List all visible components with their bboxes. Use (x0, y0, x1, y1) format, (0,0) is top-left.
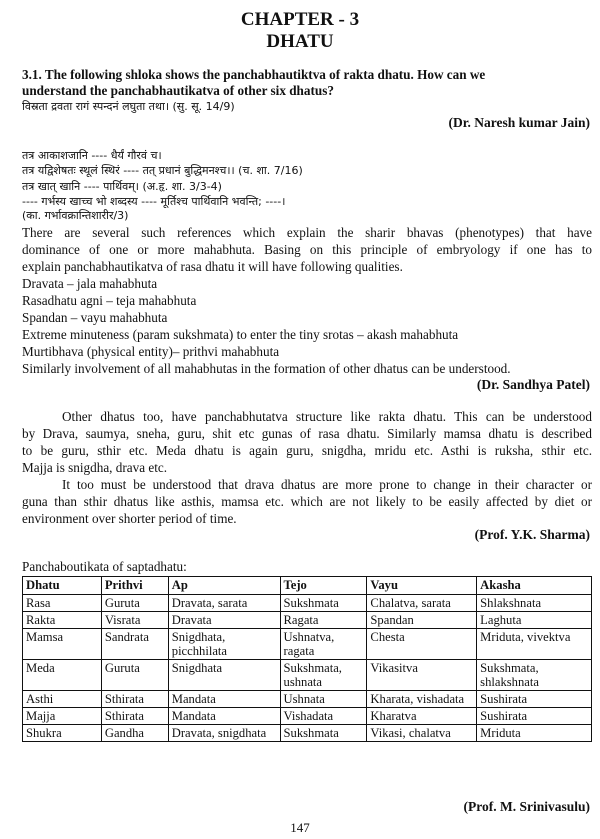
table-row (23, 612, 592, 629)
column-header: Prithvi (101, 577, 168, 595)
table-cell: Asthi (23, 691, 102, 708)
table-cell: Sushirata (477, 708, 592, 725)
table-cell: Meda (23, 660, 102, 691)
verse-line: ---- गर्भस्य खाच्च भो शब्दस्य ---- मूर्तिश्च पार्थिवानि भवन्ति; ----। (22, 195, 286, 208)
quality-line: Similarly involvement of all mahabhutas in the formation of other dhatus can be understood. (22, 361, 511, 376)
table-cell: Mandata (168, 708, 280, 725)
column-header: Tejo (280, 577, 367, 595)
table-row (23, 691, 592, 708)
table-row (23, 629, 592, 660)
verse-line: तत्र आकाशजानि ---- धैर्यं गौरवं च। (22, 149, 162, 162)
table-cell: Snigdhata, picchhilata (168, 629, 280, 660)
quality-line: Murtibhava (physical entity)– prithvi mahabhuta (22, 344, 280, 359)
table-cell: Spandan (367, 612, 477, 629)
table-cell: Dravata, sarata (168, 595, 280, 612)
answer-author-3: (Prof. Y.K. Sharma) (474, 527, 590, 542)
answer-author-1: (Dr. Naresh kumar Jain) (448, 115, 590, 130)
table-cell: Guruta (101, 595, 168, 612)
paragraph-line: dominance of one or more mahabhuta. Basing on this principle of embryology if one has to (22, 242, 592, 257)
table-cell: Mamsa (23, 629, 102, 660)
table-cell: Vishadata (280, 708, 367, 725)
paragraph-line: Other dhatus too, have panchabhutatva structure like rakta dhatu. This can be understood (62, 409, 592, 424)
table-cell: Sukshmata (280, 595, 367, 612)
table-cell: Sthirata (101, 691, 168, 708)
table-row (23, 725, 592, 742)
quality-line: Extreme minuteness (param sukshmata) to enter the tiny srotas – akash mahabhuta (22, 327, 459, 342)
verse-line: तत्र यद्विशेषतः स्थूलं स्थिरं ---- तत् प्रधानं बुद्धिमनश्च।। (च. शा. 7/16) (22, 164, 303, 177)
table-cell: Laghuta (477, 612, 592, 629)
table-cell: Dravata (168, 612, 280, 629)
page-number: 147 (290, 820, 310, 835)
table-cell: Mriduta (477, 725, 592, 742)
table-cell: Guruta (101, 660, 168, 691)
paragraph-line: to be guru, sthir etc. Meda dhatu is again guru, snigdha, mridu etc. Asthi is ruksha, sthir etc. (22, 443, 592, 458)
table-cell: Kharata, vishadata (367, 691, 477, 708)
column-header: Dhatu (23, 577, 102, 595)
table-cell: Mriduta, vivektva (477, 629, 592, 660)
table-cell: Rakta (23, 612, 102, 629)
column-header: Vayu (367, 577, 477, 595)
quality-line: Rasadhatu agni – teja mahabhuta (22, 293, 197, 308)
table-cell: Shukra (23, 725, 102, 742)
table-cell: Snigdhata (168, 660, 280, 691)
table-row (23, 595, 592, 612)
chapter-title: DHATU (266, 31, 334, 52)
answer-author-2: (Dr. Sandhya Patel) (476, 377, 590, 392)
table-cell: Ragata (280, 612, 367, 629)
column-header: Ap (168, 577, 280, 595)
table-cell: Shlakshnata (477, 595, 592, 612)
table-header-row (23, 577, 592, 595)
table-cell: Sukshmata (280, 725, 367, 742)
paragraph-line: guna than sthir dhatus like asthis, mamsa etc. which are not likely to be easily affected by diet or (22, 494, 592, 509)
paragraph-line: It too must be understood that drava dhatus are more prone to change in their character or (62, 477, 592, 492)
question-shloka: विस्रता द्रवता रागं स्पन्दनं लघुता तथा। (सु. सू. 14/9) (22, 100, 235, 113)
table-cell: Ushnata (280, 691, 367, 708)
table-cell: Sandrata (101, 629, 168, 660)
quality-line: Dravata – jala mahabhuta (22, 276, 158, 291)
chapter-number: CHAPTER - 3 (240, 9, 360, 30)
table-row (23, 660, 592, 691)
paragraph-line: There are several such references which explain the sharir bhavas (phenotypes) that have (22, 225, 592, 240)
table-cell: Majja (23, 708, 102, 725)
paragraph-line: Majja is snigdha, drava etc. (22, 460, 168, 475)
table-cell: Vikasi, chalatva (367, 725, 477, 742)
table-cell: Sushirata (477, 691, 592, 708)
table-caption: Panchaboutikata of saptadhatu: (22, 559, 187, 574)
table-cell: Ushnatva, ragata (280, 629, 367, 660)
table-cell: Kharatva (367, 708, 477, 725)
table-cell: Sthirata (101, 708, 168, 725)
table-cell: Dravata, snigdhata (168, 725, 280, 742)
panchabhautika-table (22, 576, 592, 742)
answer-author-4: (Prof. M. Srinivasulu) (463, 799, 590, 814)
table-cell: Gandha (101, 725, 168, 742)
table-cell: Vikasitva (367, 660, 477, 691)
table-cell: Chesta (367, 629, 477, 660)
table-row (23, 708, 592, 725)
table-cell: Chalatva, sarata (367, 595, 477, 612)
question-line-2: understand the panchabhautikatva of other six dhatus? (22, 83, 334, 98)
table-cell: Sukshmata, ushnata (280, 660, 367, 691)
verse-line: तत्र खात् खानि ---- पार्थिवम्। (अ.हृ. शा. 3/3-4) (22, 180, 222, 193)
table-cell: Sukshmata, shlakshnata (477, 660, 592, 691)
question-line-1: 3.1. The following shloka shows the panchabhautiktva of rakta dhatu. How can we (22, 67, 486, 82)
table-cell: Mandata (168, 691, 280, 708)
quality-line: Spandan – vayu mahabhuta (22, 310, 168, 325)
paragraph-line: explain panchabhautikatva of rasa dhatu it will have following qualities. (22, 259, 403, 274)
column-header: Akasha (477, 577, 592, 595)
table-cell: Rasa (23, 595, 102, 612)
paragraph-line: environment over shorter period of time. (22, 511, 237, 526)
paragraph-line: by Drava, saumya, sneha, guru, shit etc gunas of rasa dhatu. Similarly mamsa dhatu is described (22, 426, 592, 441)
verse-line: (का. गर्भावक्रान्तिशारीर/3) (22, 209, 129, 222)
table-cell: Visrata (101, 612, 168, 629)
